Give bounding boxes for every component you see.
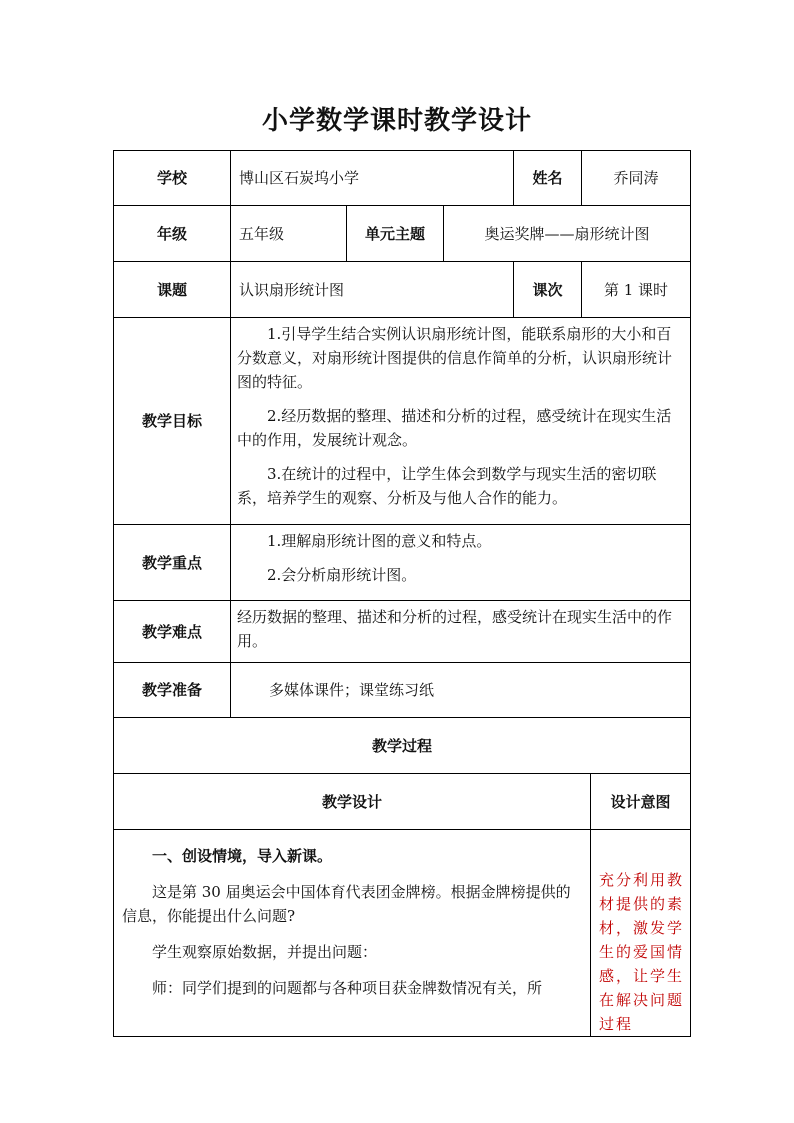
name-label: 姓名 <box>514 151 582 206</box>
intent-content: 充分利用教材提供的素材，激发学生的爱国情感，让学生在解决问题过程 <box>591 830 691 1037</box>
process-label: 教学过程 <box>114 718 691 774</box>
row-topic <box>114 262 691 318</box>
session-value: 第 1 课时 <box>582 262 691 318</box>
design-paragraph: 师：同学们提到的问题都与各种项目获金牌数情况有关，所 <box>152 979 543 997</box>
focus-label: 教学重点 <box>114 525 231 601</box>
row-focus <box>114 525 691 601</box>
goal-item: 2.经历数据的整理、描述和分析的过程，感受统计在现实生活中的作用，发展统计观念。 <box>237 407 672 449</box>
difficulty-text: 经历数据的整理、描述和分析的过程，感受统计在现实生活中的作用。 <box>231 601 691 663</box>
unit-value: 奥运奖牌——扇形统计图 <box>444 206 691 262</box>
section-heading: 一、创设情境，导入新课。 <box>152 847 333 865</box>
prep-text: 多媒体课件；课堂练习纸 <box>231 663 691 718</box>
lesson-plan-table <box>113 150 691 1037</box>
focus-item: 2.会分析扇形统计图。 <box>267 566 417 584</box>
grade-label: 年级 <box>114 206 231 262</box>
row-grade <box>114 206 691 262</box>
name-value: 乔同涛 <box>582 151 691 206</box>
page-title: 小学数学课时教学设计 <box>261 106 532 136</box>
goals-content <box>231 318 691 525</box>
design-content <box>114 830 591 1037</box>
session-label: 课次 <box>514 262 582 318</box>
row-process-heading <box>114 718 691 774</box>
design-paragraph: 学生观察原始数据，并提出问题： <box>152 943 378 961</box>
row-prep <box>114 663 691 718</box>
topic-value: 认识扇形统计图 <box>231 262 514 318</box>
row-difficulty <box>114 601 691 663</box>
row-process-content <box>114 830 691 1037</box>
row-school <box>114 151 691 206</box>
goal-item: 1.引导学生结合实例认识扇形统计图，能联系扇形的大小和百分数意义，对扇形统计图提供的信息作简单的分析，认识扇形统计图的特征。 <box>237 325 673 391</box>
goals-label: 教学目标 <box>114 318 231 525</box>
goal-item: 3.在统计的过程中，让学生体会到数学与现实生活的密切联系，培养学生的观察、分析及与他人合作的能力。 <box>237 465 657 507</box>
school-label: 学校 <box>114 151 231 206</box>
grade-value: 五年级 <box>231 206 347 262</box>
topic-label: 课题 <box>114 262 231 318</box>
intent-column-label: 设计意图 <box>591 774 691 830</box>
design-paragraph: 这是第 30 届奥运会中国体育代表团金牌榜。根据金牌榜提供的信息，你能提出什么问题? <box>122 883 571 925</box>
focus-item: 1.理解扇形统计图的意义和特点。 <box>267 532 492 550</box>
row-goals <box>114 318 691 525</box>
row-process-columns <box>114 774 691 830</box>
difficulty-label: 教学难点 <box>114 601 231 663</box>
school-value: 博山区石炭坞小学 <box>231 151 514 206</box>
unit-label: 单元主题 <box>347 206 444 262</box>
focus-content <box>231 525 691 601</box>
design-column-label: 教学设计 <box>114 774 591 830</box>
prep-label: 教学准备 <box>114 663 231 718</box>
